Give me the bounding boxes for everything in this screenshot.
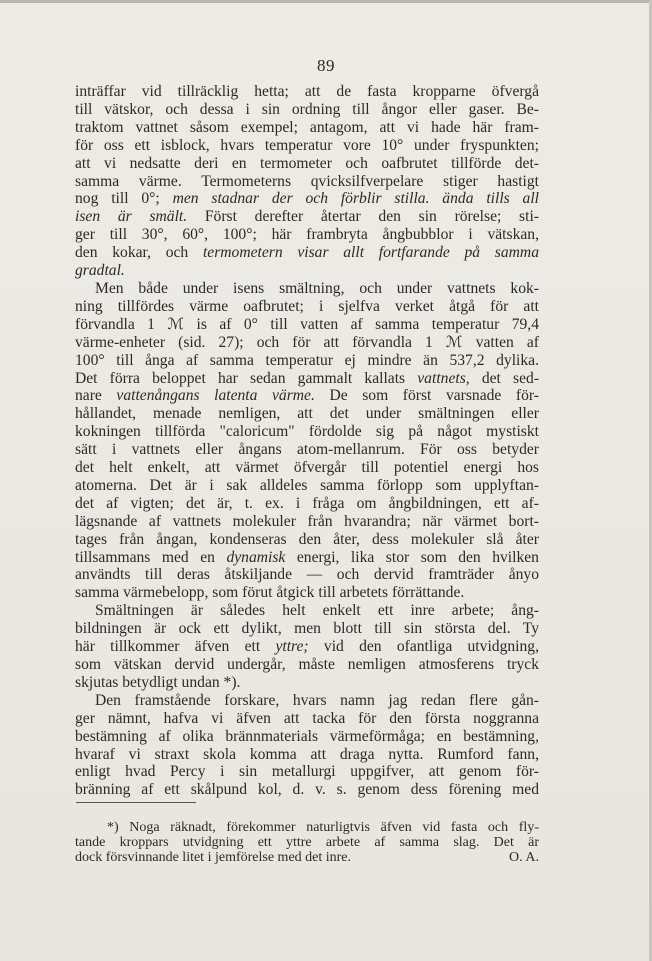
- text-run: atomerna. Det är i sak alldeles samma förlopp som upplyftan-: [75, 476, 539, 494]
- text-run: De som först varsnade för-: [314, 387, 539, 405]
- text-run: Den framstående forskare, hvars namn jag redan flere gån-: [95, 691, 539, 709]
- text-line: [75, 441, 539, 459]
- text-run: Det förra beloppet har sedan gammalt kallats: [75, 369, 418, 387]
- text-line: [75, 83, 539, 101]
- text-run: bränning af ett skålpund kol, d. v. s. genom dess förening med: [75, 781, 539, 799]
- paragraph: [75, 83, 539, 280]
- text-run: bestämning af olika brännmaterials värmeförmåga; en bestämning,: [75, 727, 539, 745]
- text-run: ning tillfördes värme oafbrutet; i sjelfva verket åtgå för att: [75, 297, 539, 315]
- text-run: användts till deras åtskiljande — och dervid framträder ånyo: [75, 566, 539, 584]
- text-line: [75, 119, 539, 137]
- page-number: 89: [317, 56, 335, 75]
- page-edge-top: [0, 0, 652, 3]
- text-line: [75, 405, 539, 423]
- italic-run: men stadnar der och förblir stilla. ända tills all: [172, 190, 540, 208]
- text-run: tages från ångan, kondenseras den åter, dess molekuler slå åter: [75, 530, 539, 548]
- text-line: [75, 674, 539, 692]
- text-line: [75, 584, 539, 602]
- text-run: enligt hvad Percy i sin metallurgi uppgifver, att genom för-: [75, 763, 539, 781]
- text-line: [75, 155, 539, 173]
- text-line: [75, 387, 539, 405]
- text-run: nare: [75, 387, 117, 405]
- text-run: värme-enheter (sid. 27); och för att förvandla 1 ℳ vatten af: [75, 333, 539, 351]
- text-run: det sed-: [469, 369, 540, 387]
- text-line: [75, 531, 539, 549]
- footnote-divider: [76, 802, 196, 803]
- text-run: 100° till ånga af samma temperatur ej mindre än 537,2 dylika.: [75, 351, 539, 369]
- body-text: [75, 83, 539, 799]
- text-line: [75, 370, 539, 388]
- text-line: [75, 477, 539, 495]
- text-line: [75, 602, 539, 620]
- text-run: att vi nedsatte deri en termometer och oafbrutet tillförde det-: [75, 154, 539, 172]
- text-line: [75, 728, 539, 746]
- text-line: [75, 316, 539, 334]
- text-run: här tillkommer äfven ett: [75, 638, 276, 656]
- text-run: traktom vattnet såsom exempel; antagom, att vi hade här fram-: [75, 118, 539, 136]
- italic-run: gradtal.: [75, 262, 125, 280]
- footnote-line: dock försvinnande litet i jemförelse med det inre. O. A.: [75, 850, 539, 865]
- italic-run: dynamisk: [226, 548, 286, 566]
- text-line: [75, 262, 539, 280]
- text-run: hvaraf vi straxt skola komma att draga nytta. Rumford fann,: [75, 745, 539, 763]
- text-line: [75, 549, 539, 567]
- text-line: [75, 244, 539, 262]
- text-run: den kokar, och: [75, 244, 203, 262]
- text-run: ger till 30°, 60°, 100°; här frambryta ångbubblor i vätskan,: [75, 226, 539, 244]
- text-run: som vätskan dervid undergår, måste nemligen atmosferens tryck: [75, 656, 539, 673]
- text-run: inträffar vid tillräcklig hetta; att de fasta kropparne öfvergå: [75, 83, 539, 100]
- text-run: skjutas betydligt undan *).: [75, 673, 241, 691]
- text-run: för oss ett isblock, hvars temperatur vore 10° under fryspunkten;: [75, 136, 539, 154]
- text-line: [75, 459, 539, 477]
- text-run: energi, lika stor som den hvilken: [285, 548, 539, 566]
- text-run: Men både under isens smältning, och under vattnets kok-: [95, 279, 539, 297]
- text-run: Först derefter återtar den sin rörelse; sti-: [187, 208, 539, 226]
- italic-run: termometern visar allt fortfarande på samma: [202, 244, 539, 262]
- text-run: till vätskor, och dessa i sin ordning till ångor eller gaser. Be-: [75, 100, 539, 118]
- footnote-line: *) Noga räknadt, förekommer naturligtvis äfven vid fasta och fly-: [107, 820, 539, 835]
- text-run: tillsammans med en: [75, 548, 227, 566]
- text-run: vid den ofantliga utvidgning,: [308, 638, 539, 656]
- text-line: [75, 710, 539, 728]
- text-run: Smältningen är således helt enkelt ett inre arbete; ång-: [95, 602, 539, 620]
- text-run: nog till 0°;: [75, 190, 173, 208]
- text-line: [75, 280, 539, 298]
- text-line: [75, 137, 539, 155]
- text-line: [75, 566, 539, 584]
- text-line: [75, 620, 539, 638]
- text-line: [75, 208, 539, 226]
- text-line: [75, 190, 539, 208]
- text-line: [75, 334, 539, 352]
- text-line: [75, 495, 539, 513]
- italic-run: yttre;: [275, 638, 309, 656]
- text-line: [75, 352, 539, 370]
- text-line: [75, 423, 539, 441]
- text-run: samma värmebelopp, som förut åtgick till arbetets förrättande.: [75, 584, 465, 602]
- text-run: samma värme. Termometerns qvicksilfverpelare stiger hastigt: [75, 172, 539, 190]
- text-run: sätt i vattnets eller ångans atom-mellanrum. För oss betyder: [75, 441, 539, 459]
- paragraph: [75, 602, 539, 692]
- italic-run: vattenångans latenta värme.: [116, 387, 315, 405]
- text-line: [75, 638, 539, 656]
- text-run: hållandet, menade nemligen, att det under smältningen eller: [75, 405, 539, 423]
- text-run: ger nämnt, hafva vi äfven att tacka för den första noggranna: [75, 709, 539, 727]
- paragraph: [75, 280, 539, 602]
- footnote-line: tande kroppars utvidgning ett yttre arbete af samma slag. Det är: [75, 835, 539, 850]
- text-run: kokningen tillförda "caloricum" fördolde sig på något mystiskt: [75, 423, 539, 441]
- text-run: förvandla 1 ℳ is af 0° till vatten af samma temperatur 79,4: [75, 315, 539, 333]
- footnote: [75, 820, 539, 865]
- text-run: lägsnande af vattnets molekuler från hvarandra; när värmet bort-: [75, 512, 539, 530]
- text-line: [75, 763, 539, 781]
- text-line: [75, 513, 539, 531]
- text-line: [75, 226, 539, 244]
- paragraph: [75, 692, 539, 799]
- text-line: [75, 173, 539, 191]
- text-run: bildningen är ock ett dylikt, men blott till sin största del. Ty: [75, 620, 539, 638]
- text-line: [75, 101, 539, 119]
- italic-run: isen är smält.: [75, 208, 188, 226]
- text-line: [75, 746, 539, 764]
- text-line: [75, 692, 539, 710]
- italic-run: vattnets,: [417, 369, 470, 387]
- text-line: [75, 656, 539, 674]
- footnote-signature: O. A.: [509, 850, 539, 865]
- text-line: [75, 298, 539, 316]
- text-run: det helt enkelt, att värmet öfvergår till potentiel energi hos: [75, 459, 539, 477]
- text-run: det af vigten; det är, t. ex. i fråga om ångbildningen, ett af-: [75, 494, 539, 512]
- text-line: [75, 781, 539, 799]
